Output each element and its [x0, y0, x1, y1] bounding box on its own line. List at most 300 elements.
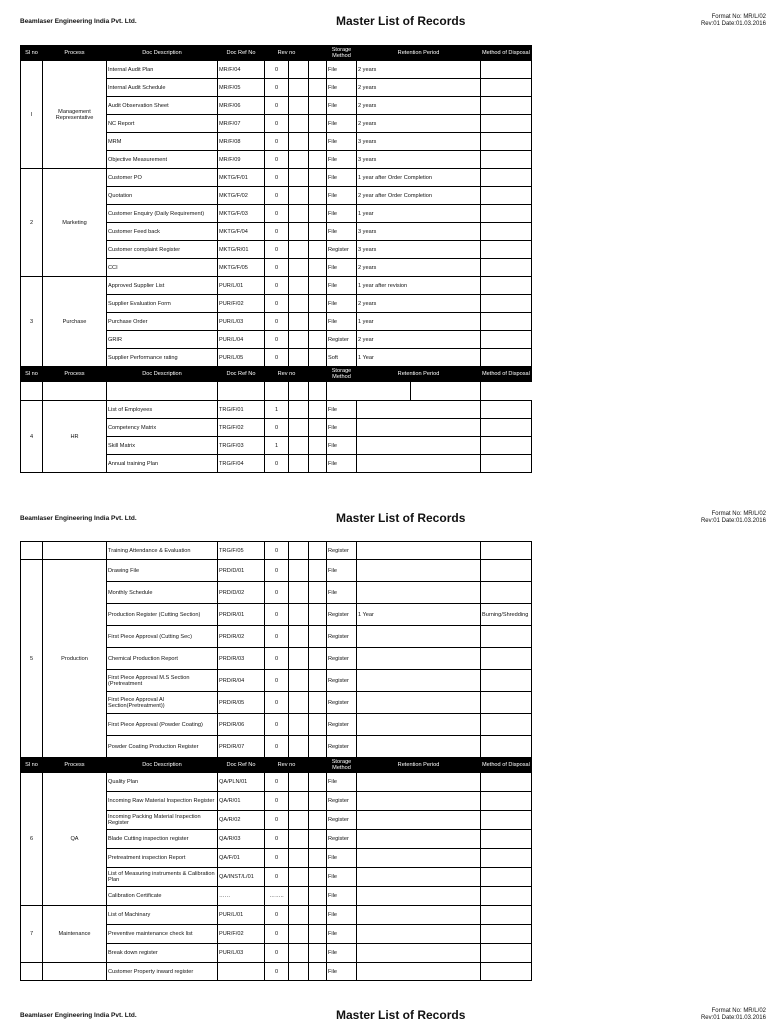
- doc-ref-cell: TRG/F/03: [218, 437, 265, 455]
- doc-description-cell: Production Register (Cutting Section): [107, 604, 218, 626]
- process-cell: Maintenance: [43, 906, 107, 963]
- blank-cell: [309, 331, 327, 349]
- col-header-blank: [309, 46, 327, 61]
- disposal-cell: [481, 115, 532, 133]
- disposal-cell: [481, 187, 532, 205]
- doc-ref-cell: PRD/R/05: [218, 692, 265, 714]
- retention-period-cell: 2 years: [357, 295, 481, 313]
- process-cell: Production: [43, 560, 107, 758]
- rev-no-cell: 0: [265, 582, 289, 604]
- storage-method-cell: File: [327, 79, 357, 97]
- process-cell: HR: [43, 401, 107, 473]
- doc-ref-cell: MKTG/F/03: [218, 205, 265, 223]
- storage-method-cell: Register: [327, 811, 357, 830]
- doc-ref-cell: MKTG/R/01: [218, 241, 265, 259]
- doc-description-cell: Customer complaint Register: [107, 241, 218, 259]
- disposal-cell: [481, 542, 532, 560]
- col-header-sl-no: Sl no: [21, 367, 43, 382]
- doc-description-cell: CCI: [107, 259, 218, 277]
- doc-description-cell: Training Attendance & Evaluation: [107, 542, 218, 560]
- blank-cell: [309, 115, 327, 133]
- doc-ref-cell: TRG/F/01: [218, 401, 265, 419]
- retention-period-cell: [357, 419, 481, 437]
- doc-ref-cell: MKTG/F/02: [218, 187, 265, 205]
- rev-no-cell: 0: [265, 692, 289, 714]
- disposal-cell: [481, 313, 532, 331]
- disposal-cell: [481, 349, 532, 367]
- blank-cell: [309, 295, 327, 313]
- disposal-cell: [481, 419, 532, 437]
- disposal-cell: [481, 223, 532, 241]
- blank-cell: [309, 736, 327, 758]
- col-header-storage-method: Storage Method: [327, 367, 357, 382]
- storage-method-cell: File: [327, 205, 357, 223]
- rev-extra-cell: [289, 61, 309, 79]
- doc-ref-cell: TRG/F/05: [218, 542, 265, 560]
- storage-method-cell: File: [327, 944, 357, 963]
- rev-no-cell: 0: [265, 626, 289, 648]
- empty-cell: [218, 382, 265, 401]
- disposal-cell: [481, 97, 532, 115]
- rev-extra-cell: [289, 349, 309, 367]
- disposal-cell: [481, 963, 532, 981]
- blank-cell: [309, 455, 327, 473]
- rev-extra-cell: [289, 277, 309, 295]
- storage-method-cell: Register: [327, 736, 357, 758]
- disposal-cell: [481, 811, 532, 830]
- table-row: [21, 401, 532, 419]
- col-header-process: Process: [43, 46, 107, 61]
- rev-extra-cell: [289, 906, 309, 925]
- rev-extra-cell: [289, 259, 309, 277]
- rev-no-cell: 0: [265, 223, 289, 241]
- rev-extra-cell: [289, 79, 309, 97]
- sl-no-cell: 6: [21, 773, 43, 906]
- doc-description-cell: List of Employees: [107, 401, 218, 419]
- disposal-cell: [481, 277, 532, 295]
- doc-description-cell: Monthly Schedule: [107, 582, 218, 604]
- storage-method-cell: File: [327, 187, 357, 205]
- rev-extra-cell: [289, 419, 309, 437]
- col-header-method-of-disposal: Method of Disposal: [481, 367, 532, 382]
- col-header-method-of-disposal: Method of Disposal: [481, 758, 532, 773]
- blank-cell: [309, 61, 327, 79]
- blank-cell: [309, 241, 327, 259]
- storage-method-cell: File: [327, 169, 357, 187]
- rev-extra-cell: [289, 714, 309, 736]
- doc-description-cell: MRM: [107, 133, 218, 151]
- format-info: [701, 14, 766, 28]
- disposal-cell: [481, 133, 532, 151]
- doc-ref-cell: MR/F/08: [218, 133, 265, 151]
- rev-no-cell: 0: [265, 349, 289, 367]
- rev-extra-cell: [289, 963, 309, 981]
- revision-date: Rev:01 Date:01.03.2016: [700, 518, 766, 524]
- doc-ref-cell: TRG/F/04: [218, 455, 265, 473]
- rev-no-cell: 0: [265, 313, 289, 331]
- storage-method-cell: File: [327, 887, 357, 906]
- disposal-cell: [481, 944, 532, 963]
- storage-method-cell: Soft: [327, 349, 357, 367]
- blank-cell: [309, 626, 327, 648]
- disposal-cell: [481, 205, 532, 223]
- doc-description-cell: Audit Observation Sheet: [107, 97, 218, 115]
- rev-no-cell: 0: [265, 773, 289, 792]
- retention-period-cell: [357, 401, 481, 419]
- doc-description-cell: List of Machinary: [107, 906, 218, 925]
- disposal-cell: [481, 437, 532, 455]
- retention-period-cell: [357, 560, 481, 582]
- process-cell: QA: [43, 773, 107, 906]
- retention-period-cell: 1 year: [357, 205, 481, 223]
- retention-period-cell: 2 years: [357, 79, 481, 97]
- doc-ref-cell: QA/R/02: [218, 811, 265, 830]
- company-name: Beamlaser Engineering India Pvt. Ltd.: [20, 18, 137, 25]
- blank-cell: [309, 582, 327, 604]
- sl-no-cell: 3: [21, 277, 43, 367]
- storage-method-cell: Register: [327, 648, 357, 670]
- storage-method-cell: File: [327, 133, 357, 151]
- col-header-doc-description: Doc Description: [107, 367, 218, 382]
- retention-period-cell: [357, 925, 481, 944]
- doc-ref-cell: PRD/R/07: [218, 736, 265, 758]
- rev-no-cell: 0: [265, 419, 289, 437]
- sl-no-cell: [21, 542, 43, 560]
- rev-extra-cell: [289, 205, 309, 223]
- blank-cell: [309, 792, 327, 811]
- storage-method-cell: Register: [327, 331, 357, 349]
- retention-period-cell: 1 Year: [357, 349, 481, 367]
- disposal-cell: [481, 868, 532, 887]
- disposal-cell: [481, 560, 532, 582]
- rev-extra-cell: [289, 925, 309, 944]
- rev-no-cell: 0: [265, 331, 289, 349]
- rev-no-cell: 0: [265, 648, 289, 670]
- document-title: Master List of Records: [336, 1008, 466, 1022]
- rev-no-cell: 0: [265, 205, 289, 223]
- empty-cell: [411, 382, 481, 401]
- doc-ref-cell: PUR/L/03: [218, 944, 265, 963]
- disposal-cell: [481, 648, 532, 670]
- retention-period-cell: [357, 963, 481, 981]
- doc-description-cell: First Piece Approval Al Section(Pretreatment)): [107, 692, 218, 714]
- blank-cell: [309, 604, 327, 626]
- doc-ref-cell: PUR/L/03: [218, 313, 265, 331]
- retention-period-cell: [357, 626, 481, 648]
- rev-extra-cell: [289, 604, 309, 626]
- rev-no-cell: 1: [265, 437, 289, 455]
- doc-ref-cell: ……: [218, 887, 265, 906]
- table-row: [21, 560, 532, 582]
- rev-extra-cell: [289, 560, 309, 582]
- rev-extra-cell: [289, 692, 309, 714]
- retention-period-cell: 3 years: [357, 241, 481, 259]
- blank-cell: [309, 313, 327, 331]
- storage-method-cell: Register: [327, 604, 357, 626]
- blank-cell: [309, 419, 327, 437]
- col-header-process: Process: [43, 758, 107, 773]
- disposal-cell: [481, 906, 532, 925]
- col-header-rev-no: Rev no: [265, 758, 309, 773]
- retention-period-cell: 3 years: [357, 133, 481, 151]
- blank-cell: [309, 560, 327, 582]
- empty-cell: [309, 382, 327, 401]
- disposal-cell: [481, 331, 532, 349]
- sl-no-cell: I: [21, 61, 43, 169]
- rev-no-cell: 0: [265, 849, 289, 868]
- doc-description-cell: Supplier Performance rating: [107, 349, 218, 367]
- rev-extra-cell: [289, 736, 309, 758]
- doc-description-cell: Internal Audit Schedule: [107, 79, 218, 97]
- retention-period-cell: [357, 830, 481, 849]
- process-cell: [43, 963, 107, 981]
- storage-method-cell: Register: [327, 692, 357, 714]
- rev-extra-cell: [289, 115, 309, 133]
- retention-period-cell: [357, 437, 481, 455]
- doc-ref-cell: PUR/L/01: [218, 906, 265, 925]
- rev-extra-cell: [289, 401, 309, 419]
- blank-cell: [309, 887, 327, 906]
- doc-ref-cell: QA/INST/L/01: [218, 868, 265, 887]
- doc-description-cell: Powder Coating Production Register: [107, 736, 218, 758]
- retention-period-cell: [357, 773, 481, 792]
- storage-method-cell: File: [327, 259, 357, 277]
- disposal-cell: [481, 773, 532, 792]
- retention-period-cell: [357, 714, 481, 736]
- rev-extra-cell: [289, 887, 309, 906]
- retention-period-cell: 1 year after revision: [357, 277, 481, 295]
- retention-period-cell: 2 years: [357, 97, 481, 115]
- retention-period-cell: [357, 906, 481, 925]
- storage-method-cell: File: [327, 295, 357, 313]
- rev-no-cell: 0: [265, 963, 289, 981]
- doc-ref-cell: MR/F/05: [218, 79, 265, 97]
- rev-no-cell: 0: [265, 714, 289, 736]
- storage-method-cell: Register: [327, 714, 357, 736]
- rev-no-cell: 0: [265, 259, 289, 277]
- retention-period-cell: 3 years: [357, 151, 481, 169]
- blank-cell: [309, 868, 327, 887]
- retention-period-cell: [357, 736, 481, 758]
- disposal-cell: [481, 259, 532, 277]
- sl-no-cell: 5: [21, 560, 43, 758]
- table-header-row: [21, 367, 532, 382]
- blank-cell: [309, 277, 327, 295]
- blank-cell: [309, 79, 327, 97]
- doc-description-cell: First Piece Approval (Cutting Sec): [107, 626, 218, 648]
- empty-cell: [43, 382, 107, 401]
- rev-no-cell: 0: [265, 97, 289, 115]
- doc-description-cell: Chemical Production Report: [107, 648, 218, 670]
- rev-extra-cell: [289, 187, 309, 205]
- storage-method-cell: File: [327, 151, 357, 169]
- doc-ref-cell: MR/F/04: [218, 61, 265, 79]
- storage-method-cell: File: [327, 419, 357, 437]
- page2-header: [0, 502, 768, 532]
- table-row: [21, 169, 532, 187]
- storage-method-cell: File: [327, 582, 357, 604]
- col-header-doc-description: Doc Description: [107, 46, 218, 61]
- records-table-page1: [20, 45, 532, 473]
- blank-cell: [309, 670, 327, 692]
- format-info: [701, 1008, 766, 1022]
- storage-method-cell: File: [327, 61, 357, 79]
- doc-description-cell: Incoming Raw Material Inspection Register: [107, 792, 218, 811]
- document-title: Master List of Records: [336, 14, 466, 28]
- doc-ref-cell: QA/R/01: [218, 792, 265, 811]
- page3-header: [0, 999, 768, 1029]
- storage-method-cell: File: [327, 560, 357, 582]
- blank-cell: [309, 714, 327, 736]
- col-header-retention-period: Retention Period: [357, 46, 481, 61]
- rev-no-cell: 0: [265, 906, 289, 925]
- sl-no-cell: [21, 963, 43, 981]
- storage-method-cell: File: [327, 115, 357, 133]
- empty-cell: [107, 382, 218, 401]
- col-header-doc-ref-no: Doc Ref No: [218, 367, 265, 382]
- doc-description-cell: Drawing File: [107, 560, 218, 582]
- retention-period-cell: [357, 455, 481, 473]
- col-header-storage-method: Storage Method: [327, 46, 357, 61]
- blank-cell: [309, 648, 327, 670]
- blank-cell: [309, 349, 327, 367]
- doc-description-cell: NC Report: [107, 115, 218, 133]
- format-number: Format No: MR/L/02: [711, 14, 766, 20]
- doc-ref-cell: PRD/R/06: [218, 714, 265, 736]
- storage-method-cell: File: [327, 223, 357, 241]
- storage-method-cell: Register: [327, 792, 357, 811]
- rev-extra-cell: [289, 223, 309, 241]
- doc-description-cell: Purchase Order: [107, 313, 218, 331]
- table-row: [21, 773, 532, 792]
- rev-extra-cell: [289, 331, 309, 349]
- blank-cell: [309, 773, 327, 792]
- doc-description-cell: Quotation: [107, 187, 218, 205]
- doc-ref-cell: MR/F/07: [218, 115, 265, 133]
- rev-no-cell: 0: [265, 79, 289, 97]
- doc-ref-cell: MKTG/F/01: [218, 169, 265, 187]
- disposal-cell: [481, 626, 532, 648]
- disposal-cell: [481, 792, 532, 811]
- retention-period-cell: [357, 582, 481, 604]
- blank-cell: [309, 223, 327, 241]
- rev-extra-cell: [289, 241, 309, 259]
- sl-no-cell: 7: [21, 906, 43, 963]
- format-number: Format No: MR/L/02: [711, 511, 766, 517]
- rev-extra-cell: [289, 830, 309, 849]
- retention-period-cell: [357, 692, 481, 714]
- disposal-cell: Burning/Shredding: [481, 604, 532, 626]
- rev-extra-cell: [289, 811, 309, 830]
- disposal-cell: [481, 925, 532, 944]
- disposal-cell: [481, 295, 532, 313]
- rev-no-cell: 0: [265, 944, 289, 963]
- rev-extra-cell: [289, 868, 309, 887]
- rev-no-cell: ……..: [265, 887, 289, 906]
- blank-cell: [309, 811, 327, 830]
- table-row: [21, 963, 532, 981]
- doc-ref-cell: PRD/R/01: [218, 604, 265, 626]
- retention-period-cell: [357, 887, 481, 906]
- disposal-cell: [481, 714, 532, 736]
- rev-extra-cell: [289, 792, 309, 811]
- doc-ref-cell: PRD/D/01: [218, 560, 265, 582]
- blank-cell: [309, 849, 327, 868]
- retention-period-cell: [357, 849, 481, 868]
- col-header-doc-ref-no: Doc Ref No: [218, 758, 265, 773]
- sl-no-cell: 2: [21, 169, 43, 277]
- doc-description-cell: Customer Enquiry (Daily Requirement): [107, 205, 218, 223]
- rev-no-cell: 0: [265, 736, 289, 758]
- blank-cell: [309, 151, 327, 169]
- table-row: [21, 277, 532, 295]
- doc-description-cell: Preventive maintenance check list: [107, 925, 218, 944]
- doc-description-cell: Internal Audit Plan: [107, 61, 218, 79]
- rev-no-cell: 0: [265, 61, 289, 79]
- doc-ref-cell: PUR/L/04: [218, 331, 265, 349]
- doc-ref-cell: PRD/D/02: [218, 582, 265, 604]
- doc-description-cell: GRIR: [107, 331, 218, 349]
- blank-cell: [309, 205, 327, 223]
- revision-date: Rev:01 Date:01.03.2016: [700, 1015, 766, 1021]
- process-cell: Management Representative: [43, 61, 107, 169]
- disposal-cell: [481, 61, 532, 79]
- doc-description-cell: Approved Supplier List: [107, 277, 218, 295]
- rev-extra-cell: [289, 133, 309, 151]
- retention-period-cell: [357, 670, 481, 692]
- doc-description-cell: Customer Feed back: [107, 223, 218, 241]
- rev-extra-cell: [289, 151, 309, 169]
- col-header-method-of-disposal: Method of Disposal: [481, 46, 532, 61]
- table-row: [21, 542, 532, 560]
- storage-method-cell: File: [327, 849, 357, 868]
- retention-period-cell: 1 Year: [357, 604, 481, 626]
- blank-cell: [309, 401, 327, 419]
- process-cell: Marketing: [43, 169, 107, 277]
- table-header-row: [21, 758, 532, 773]
- rev-no-cell: 0: [265, 670, 289, 692]
- doc-description-cell: Annual training Plan: [107, 455, 218, 473]
- disposal-cell: [481, 670, 532, 692]
- rev-no-cell: 0: [265, 542, 289, 560]
- storage-method-cell: File: [327, 773, 357, 792]
- disposal-cell: [481, 849, 532, 868]
- blank-cell: [309, 830, 327, 849]
- doc-description-cell: Break down register: [107, 944, 218, 963]
- doc-description-cell: First Piece Approval (Powder Coating): [107, 714, 218, 736]
- rev-no-cell: 0: [265, 133, 289, 151]
- rev-no-cell: 0: [265, 811, 289, 830]
- blank-cell: [309, 437, 327, 455]
- rev-extra-cell: [289, 295, 309, 313]
- retention-period-cell: [357, 542, 481, 560]
- company-name: Beamlaser Engineering India Pvt. Ltd.: [20, 515, 137, 522]
- col-header-blank: [309, 758, 327, 773]
- disposal-cell: [481, 401, 532, 419]
- col-header-storage-method: Storage Method: [327, 758, 357, 773]
- retention-period-cell: 1 year: [357, 313, 481, 331]
- format-info: [701, 511, 766, 525]
- disposal-cell: [481, 455, 532, 473]
- doc-ref-cell: PRD/R/03: [218, 648, 265, 670]
- rev-extra-cell: [289, 944, 309, 963]
- table-row: [21, 61, 532, 79]
- doc-description-cell: Calibration Certificate: [107, 887, 218, 906]
- rev-no-cell: 0: [265, 115, 289, 133]
- retention-period-cell: 2 years: [357, 61, 481, 79]
- retention-period-cell: 2 year: [357, 331, 481, 349]
- col-header-process: Process: [43, 367, 107, 382]
